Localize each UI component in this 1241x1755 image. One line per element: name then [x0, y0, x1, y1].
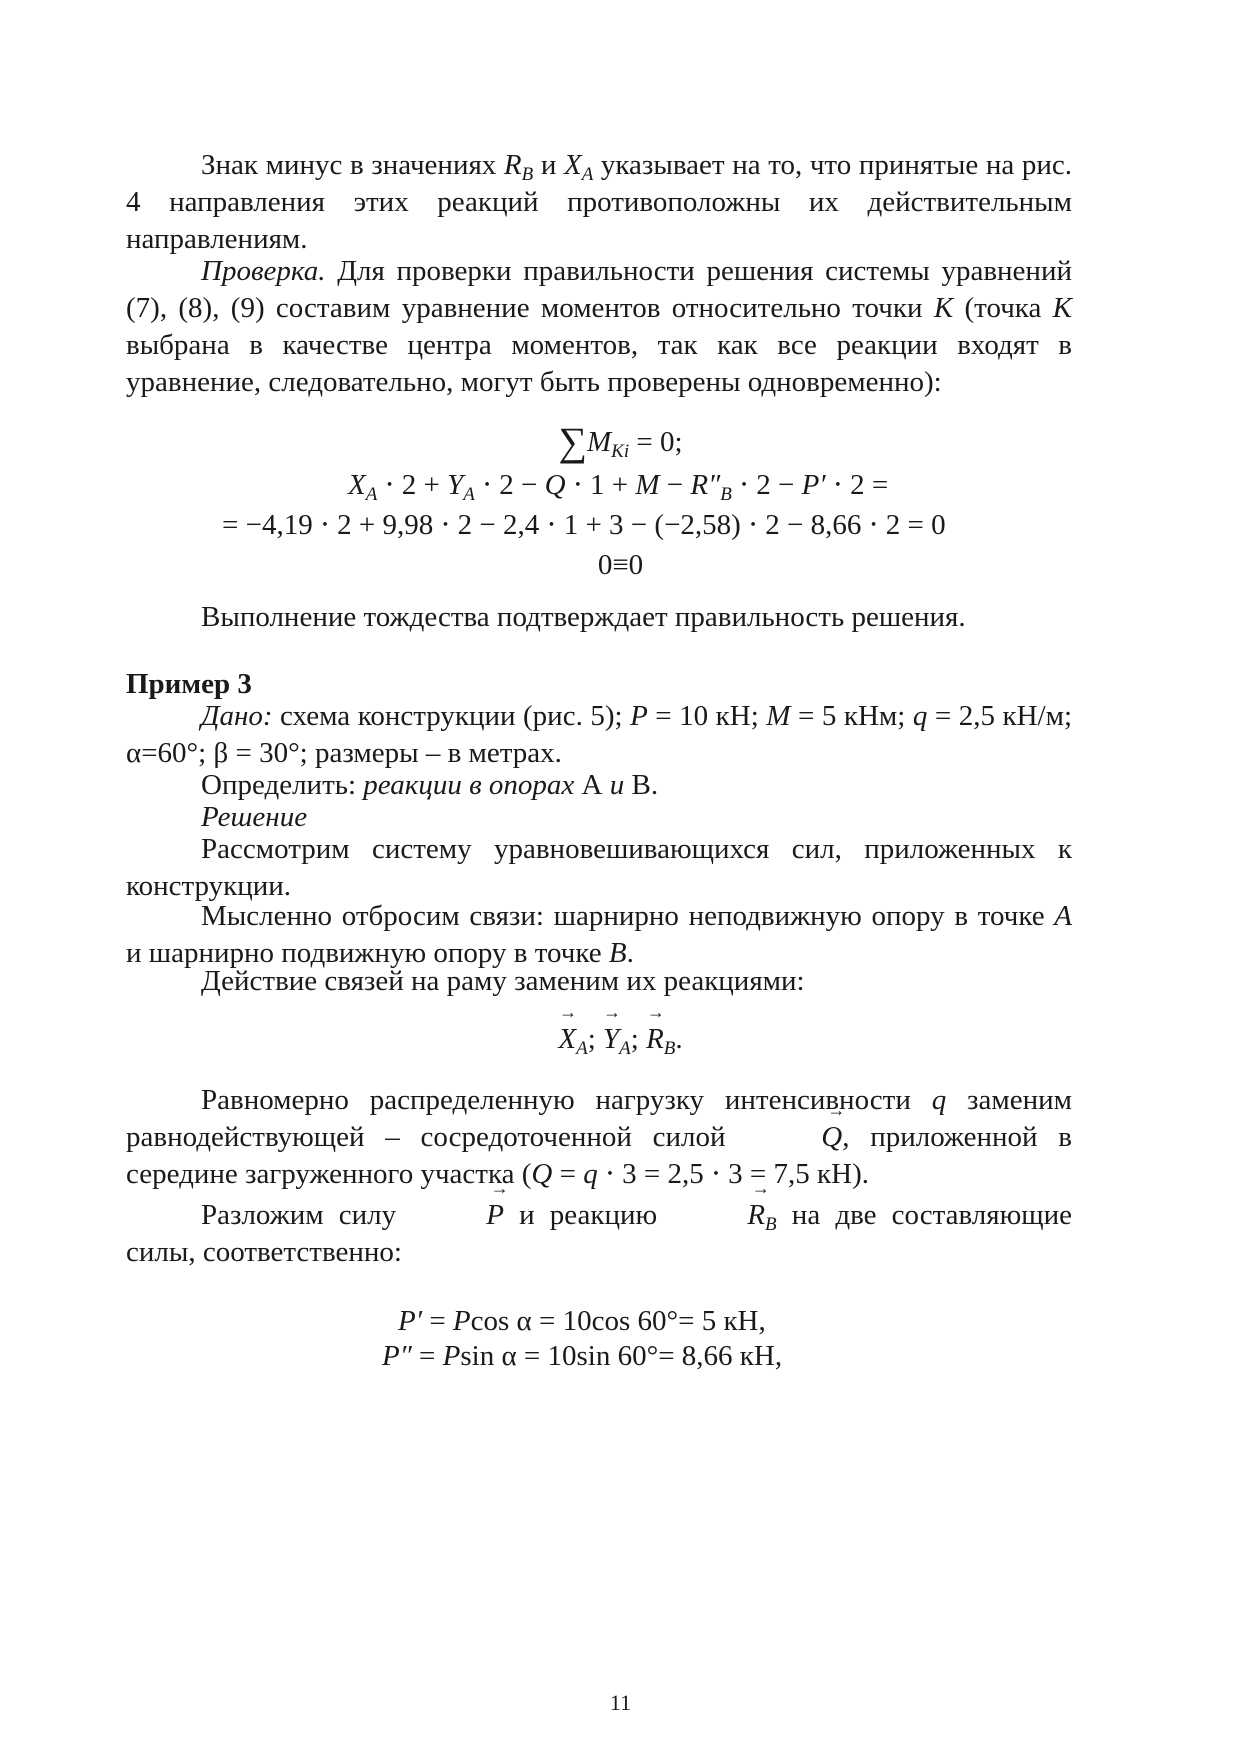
equation-numeric: = −4,19 ⋅ 2 + 9,98 ⋅ 2 − 2,4 ⋅ 1 + 3 − (−2,58) ⋅ 2 − 8,66 ⋅ 2 = 0 — [222, 509, 946, 541]
example-heading: Пример 3 — [126, 668, 252, 700]
paragraph-distributed-load: Равномерно распределенную нагрузку интенсивности q заменим равнодействующей – сосредоточенной силой → Q, приложенной в середине загруженного участка (Q = q ⋅ 3 = 2,5 ⋅ 3 = 7,5 кН). — [126, 1082, 1072, 1193]
solution-label: Решение — [201, 801, 308, 833]
paragraph-determine: Определить: реакции в опорах А и В. — [201, 769, 659, 801]
equation-p-double-prime: P″ = Psin α = 10sin 60°= 8,66 кН, — [382, 1340, 783, 1372]
paragraph-given: Дано: схема конструкции (рис. 5); P = 10 кН; M = 5 кНм; q = 2,5 кН/м; α=60°; β = 30°; размеры – в метрах. — [126, 700, 1072, 769]
paragraph-sign-note: Знак минус в значениях $R_B$ и $X_A$ указывает на то, что принятые на рис. 4 направления этих реакций противоположны их действительным направлениям. — [126, 149, 1072, 255]
identity-conclusion: Выполнение тождества подтверждает правильность решения. — [201, 601, 966, 633]
paragraph-check: Проверка. Для проверки правильности решения системы уравнений (7), (8), (9) составим уравнение моментов относительно точки K (точка K выбрана в качестве центра моментов, так как все реакции входят в уравнение, следовательно, могут быть проверены одновременно): — [126, 255, 1072, 398]
equation-p-prime: P′ = Pcos α = 10cos 60°= 5 кН, — [398, 1305, 766, 1337]
paragraph-consider: Рассмотрим систему уравновешивающихся сил, приложенных к конструкции. — [126, 833, 1072, 902]
equation-identity: 0≡0 — [597, 549, 644, 581]
paragraph-discard: Мысленно отбросим связи: шарнирно неподвижную опору в точке A и шарнирно подвижную опору в точке B. — [126, 900, 1072, 969]
equation-moment-sum: $\sum M_{Ki} = 0$; — [558, 419, 683, 464]
equation-moments-expanded: $X_A \cdot 2 + Y_A \cdot 2 - Q \cdot 1 + M - R''_B \cdot 2 - P' \cdot 2$ = — [348, 469, 889, 505]
paragraph-replace: Действие связей на раму заменим их реакциями: — [201, 965, 805, 997]
paragraph-decompose: Разложим силу → P и реакцию → $R_B$ на две составляющие силы, соответственно: — [126, 1197, 1072, 1271]
equation-reaction-vectors: → $X_A$; → $Y_A$; → $R_B$. — [0, 1021, 1241, 1058]
page-number: 11 — [609, 1690, 632, 1715]
